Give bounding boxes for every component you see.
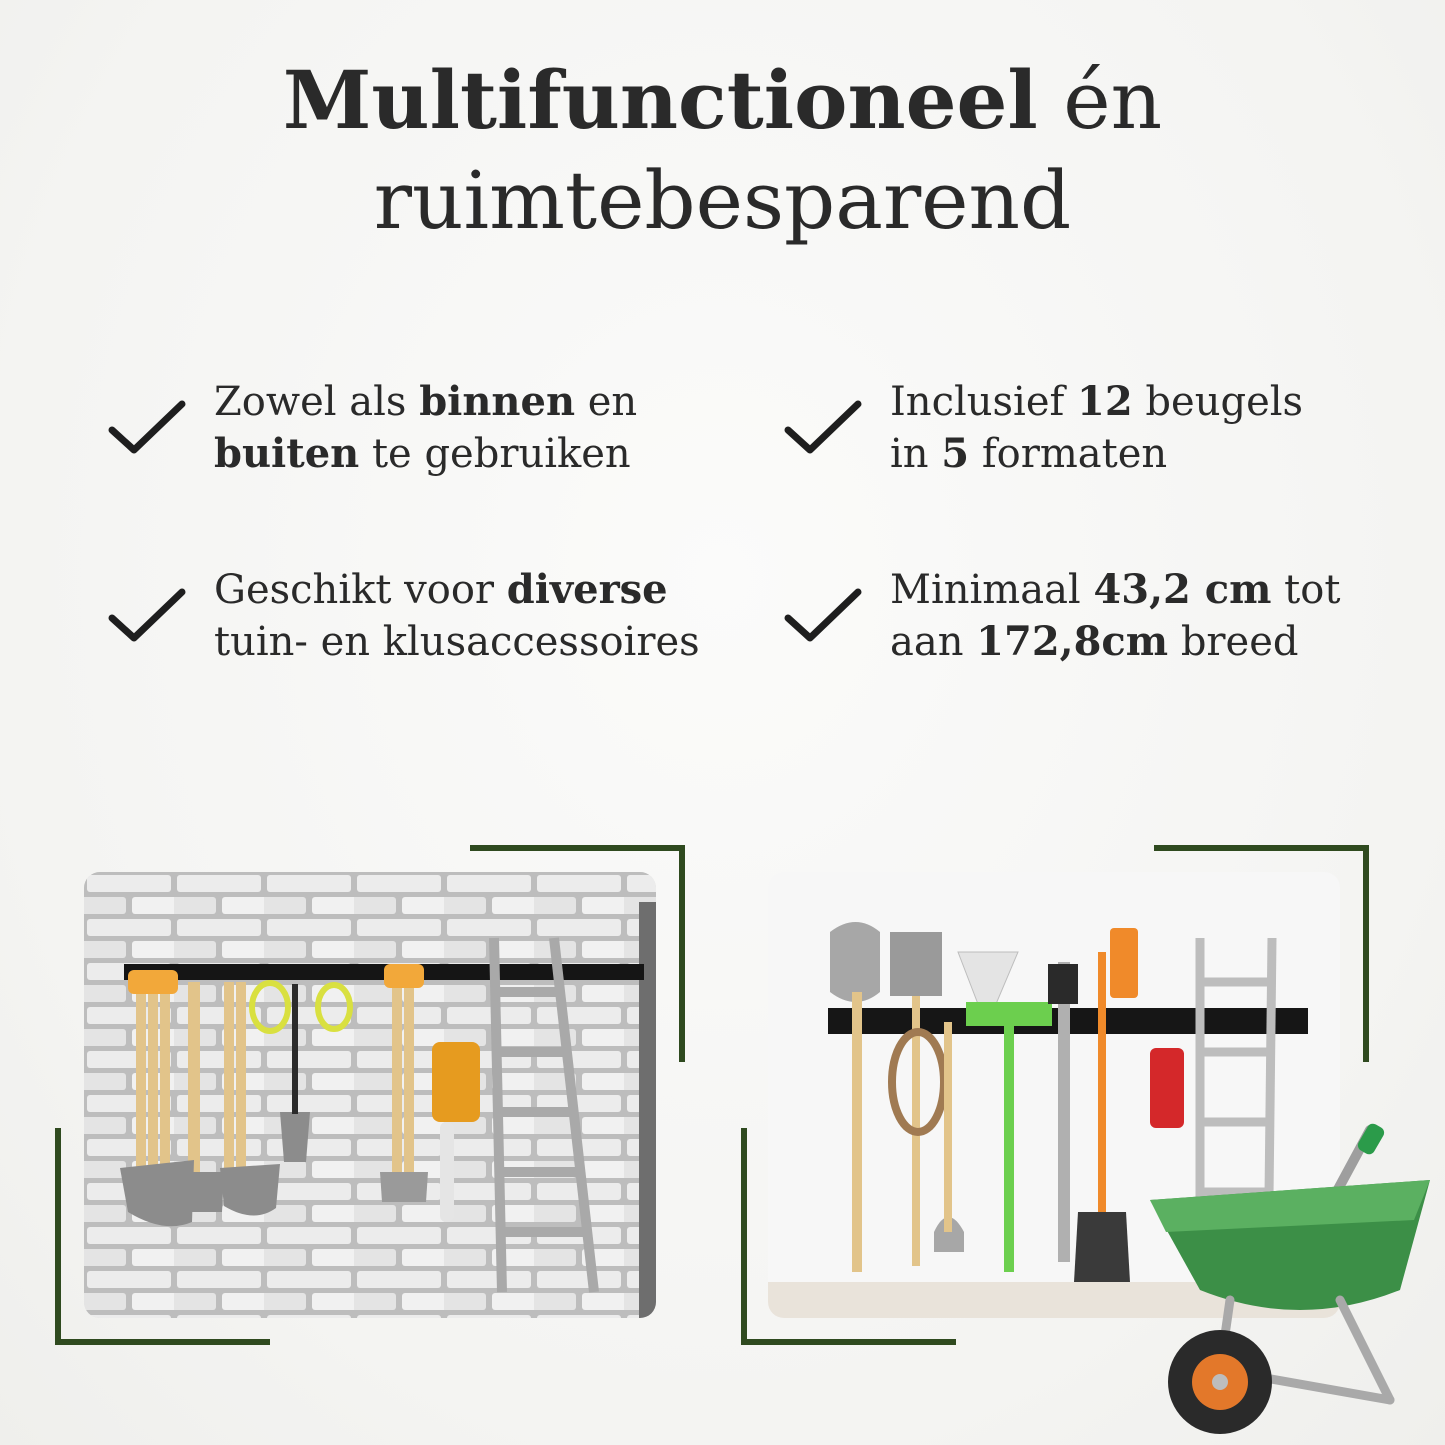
feature-text: in xyxy=(890,431,942,477)
feature-text: breed xyxy=(1168,619,1299,665)
check-icon xyxy=(784,586,864,646)
feature-bold: diverse xyxy=(506,566,668,613)
check-icon xyxy=(784,398,864,458)
check-icon xyxy=(108,398,188,458)
check-icon xyxy=(108,586,188,646)
feature-bold: 43,2 cm xyxy=(1093,566,1272,613)
brick-wall-illustration xyxy=(84,872,656,1318)
feature-text: tuin- en klusaccessoires xyxy=(214,619,700,665)
feature-text: Inclusief xyxy=(890,379,1078,425)
title-line2: ruimtebesparend xyxy=(373,154,1072,247)
feature-text: Zowel als xyxy=(214,379,420,425)
feature-text: formaten xyxy=(969,431,1168,477)
title-rest: én xyxy=(1037,54,1163,147)
feature-text: tot xyxy=(1271,567,1341,613)
feature-text: aan xyxy=(890,619,977,665)
title-bold: Multifunctioneel xyxy=(282,53,1038,147)
feature-text: Geschikt voor xyxy=(214,567,507,613)
feature-text: Minimaal xyxy=(890,567,1094,613)
feature-bold: buiten xyxy=(214,430,360,477)
feature-text: en xyxy=(575,379,638,425)
photo-brick-wall-tools xyxy=(84,872,656,1318)
feature-bold: 12 xyxy=(1077,378,1133,425)
feature-text: beugels xyxy=(1132,379,1304,425)
page-title xyxy=(0,50,1445,251)
feature-bold: 172,8cm xyxy=(976,618,1169,665)
wheelbarrow-image xyxy=(1130,1120,1445,1445)
feature-text: te gebruiken xyxy=(359,431,631,477)
feature-bold: 5 xyxy=(941,430,970,477)
feature-bold: binnen xyxy=(419,378,576,425)
